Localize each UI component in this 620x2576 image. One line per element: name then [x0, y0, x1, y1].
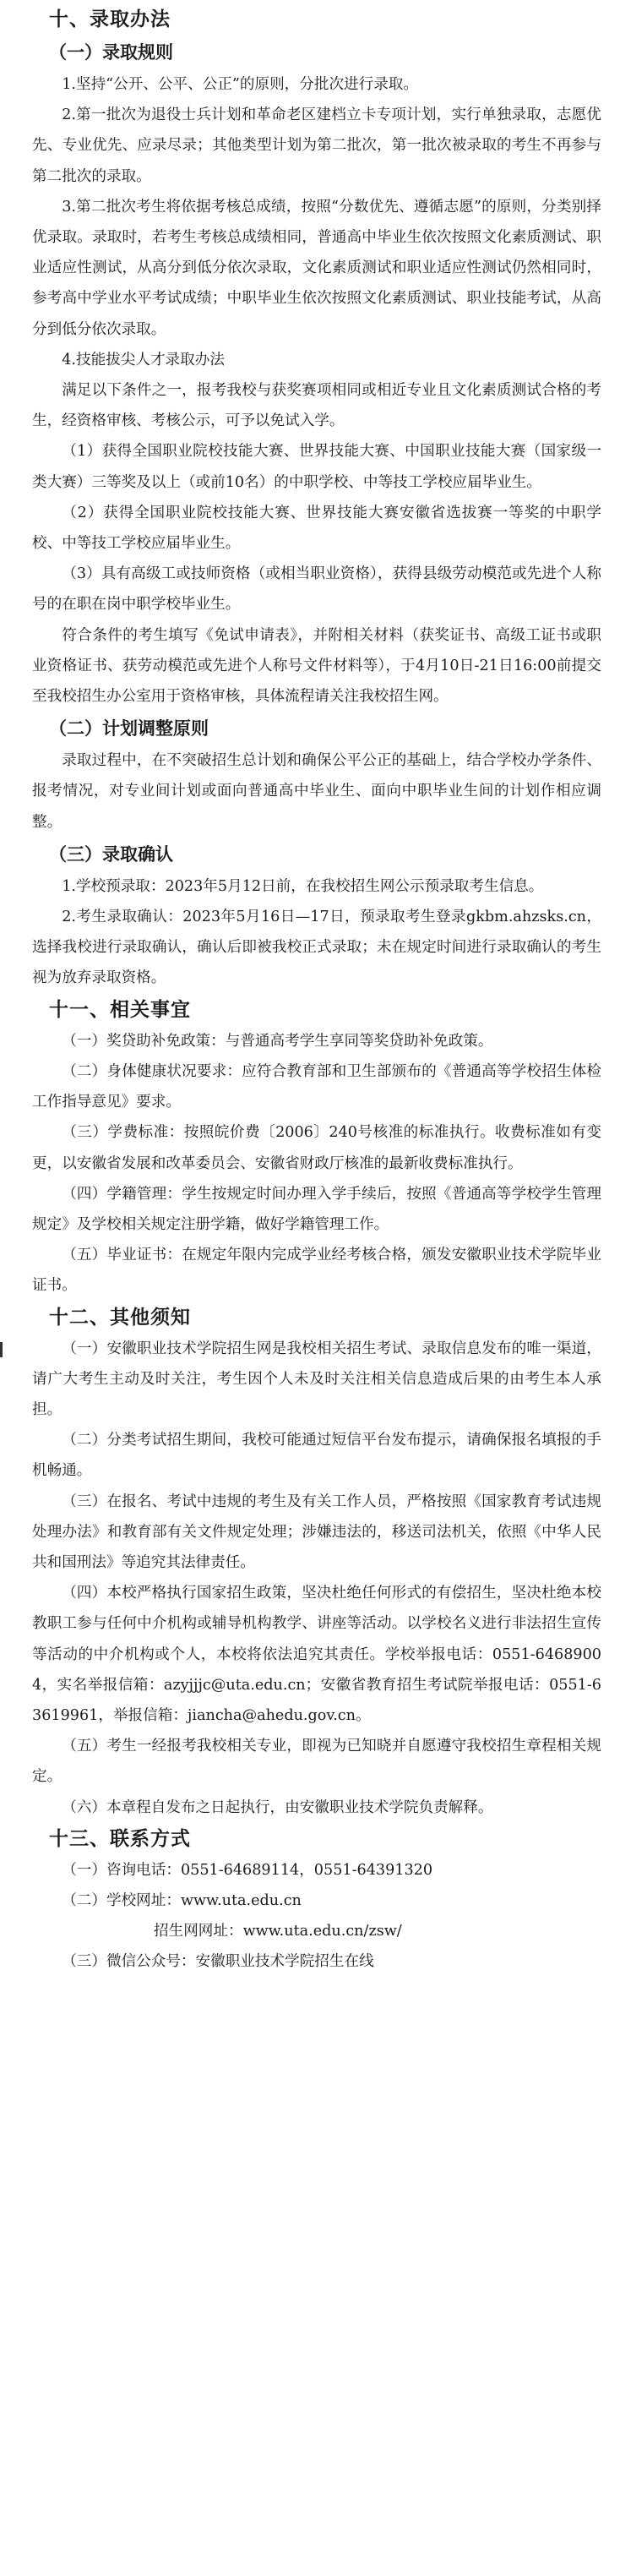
- paragraph: 1.坚持“公开、公平、公正”的原则，分批次进行录取。: [62, 76, 419, 93]
- paragraph: （二）学校网址：www.uta.edu.cn: [62, 1891, 302, 1909]
- section-heading: 十二、其他须知: [49, 1306, 191, 1329]
- paragraph: （三）在报名、考试中违规的考生及有关工作人员，严格按照《国家教育考试违规处理办法》和教育部有关文件规定处理；涉嫌违法的，移送司法机关，依照《中华人民共和国刑法》等追究其法律责任。: [32, 1493, 601, 1571]
- paragraph: （一）咨询电话：0551-64689114，0551-64391320: [62, 1861, 433, 1879]
- paragraph: （三）学费标准：按照皖价费〔2006〕240号核准的标准执行。收费标准如有变更，以安徽省发展和改革委员会、安徽省财政厅核准的最新收费标准执行。: [32, 1124, 601, 1172]
- subsection-heading: （二）计划调整原则: [49, 718, 209, 740]
- paragraph: （五）毕业证书：在规定年限内完成学业经考核合格，颁发安徽职业技术学院毕业证书。: [32, 1247, 601, 1295]
- paragraph: （三）微信公众号：安徽职业技术学院招生在线: [62, 1953, 374, 1971]
- subsection-heading: （三）录取确认: [49, 843, 173, 865]
- paragraph: 录取过程中，在不突破招生总计划和确保公平公正的基础上，结合学校办学条件、报考情况，对专业间计划或面向普通高中毕业生、面向中职毕业生间的计划作相应调整。: [32, 752, 601, 831]
- paragraph: 4.技能拔尖人才录取办法: [62, 351, 225, 368]
- paragraph: 2.第一批次为退役士兵计划和革命老区建档立卡专项计划，实行单独录取，志愿优先、专业优先、应录尽录；其他类型计划为第二批次，第一批次被录取的考生不再参与第二批次的录取。: [32, 106, 601, 185]
- paragraph: （1）获得全国职业院校技能大赛、世界技能大赛、中国职业技能大赛（国家级一类大赛）三等奖及以上（或前10名）的中职学校、中等技工学校应届毕业生。: [32, 443, 601, 491]
- paragraph: （六）本章程自发布之日起执行，由安徽职业技术学院负责解释。: [62, 1798, 493, 1816]
- margin-mark: [0, 1342, 3, 1357]
- paragraph: （二）身体健康状况要求：应符合教育部和卫生部颁布的《普通高等学校招生体检工作指导意见》要求。: [32, 1062, 601, 1111]
- paragraph: 1.学校预录取：2023年5月12日前，在我校招生网公示预录取考生信息。: [62, 877, 544, 895]
- paragraph: 2.考生录取确认：2023年5月16日—17日，预录取考生登录gkbm.ahzsks.cn，选择我校进行录取确认，确认后即被我校正式录取；未在规定时间进行录取确认的考生视为放弃录取资格。: [32, 909, 601, 987]
- paragraph: （2）获得全国职业院校技能大赛、世界技能大赛安徽省选拔赛一等奖的中职学校、中等技工学校应届毕业生。: [32, 504, 601, 553]
- paragraph: （五）考生一经报考我校相关专业，即视为已知晓并自愿遵守我校招生章程相关规定。: [32, 1738, 601, 1786]
- paragraph: 满足以下条件之一，报考我校与获奖赛项相同或相近专业且文化素质测试合格的考生，经资格审核、考核公示，可予以免试入学。: [32, 382, 601, 430]
- paragraph: 3.第二批次考生将依据考核总成绩，按照“分数优先、遵循志愿”的原则，分类别择优录取。录取时，若考生考核总成绩相同，普通高中毕业生依次按照文化素质测试、职业适应性测试，从高分到低分依次录取，文化素质测试和职业适应性测试仍然相同时，参考高中学业水平考试成绩；中职毕业生依次按照文化素质测试、职业技能考试，从高分到低分依次录取。: [32, 198, 601, 338]
- paragraph: 招生网网址：www.uta.edu.cn/zsw/: [154, 1923, 402, 1940]
- paragraph: 符合条件的考生填写《免试申请表》，并附相关材料（获奖证书、高级工证书或职业资格证书、获劳动模范或先进个人称号文件材料等），于4月10日-21日16:00前提交至我校招生办公室用于资格审核，具体流程请关注我校招生网。: [32, 626, 601, 706]
- paragraph: （一）奖贷助补免政策：与普通高考学生享同等奖贷助补免政策。: [62, 1032, 493, 1050]
- paragraph: （3）具有高级工或技师资格（或相当职业资格），获得县级劳动模范或先进个人称号的在职在岗中职学校毕业生。: [32, 565, 601, 614]
- paragraph: （二）分类考试招生期间，我校可能通过短信平台发布提示，请确保报名填报的手机畅通。: [32, 1432, 601, 1480]
- paragraph: （四）本校严格执行国家招生政策，坚决杜绝任何形式的有偿招生，坚决杜绝本校教职工参与任何中介机构或辅导机构教学、讲座等活动。以学校名义进行非法招生宣传等活动的中介机构或个人，本校将依法追究其责任。学校举报电话：0551-64689004，实名举报信箱：azyjjjc@uta.edu.cn；安徽省教育招生考试院举报电话：0551-63619961，举报信箱：jiancha@ahedu.gov.cn。: [32, 1585, 601, 1724]
- subsection-heading: （一）录取规则: [49, 42, 173, 63]
- section-heading: 十、录取办法: [49, 8, 171, 30]
- document-body: [10, 3, 601, 1978]
- section-heading: 十一、相关事宜: [49, 998, 191, 1021]
- section-heading: 十三、联系方式: [49, 1827, 191, 1850]
- paragraph: （四）学籍管理：学生按规定时间办理入学手续后，按照《普通高等学校学生管理规定》及学校相关规定注册学籍，做好学籍管理工作。: [32, 1185, 601, 1233]
- paragraph: （一）安徽职业技术学院招生网是我校相关招生考试、录取信息发布的唯一渠道，请广大考生主动及时关注，考生因个人未及时关注相关信息造成后果的由考生本人承担。: [32, 1340, 601, 1418]
